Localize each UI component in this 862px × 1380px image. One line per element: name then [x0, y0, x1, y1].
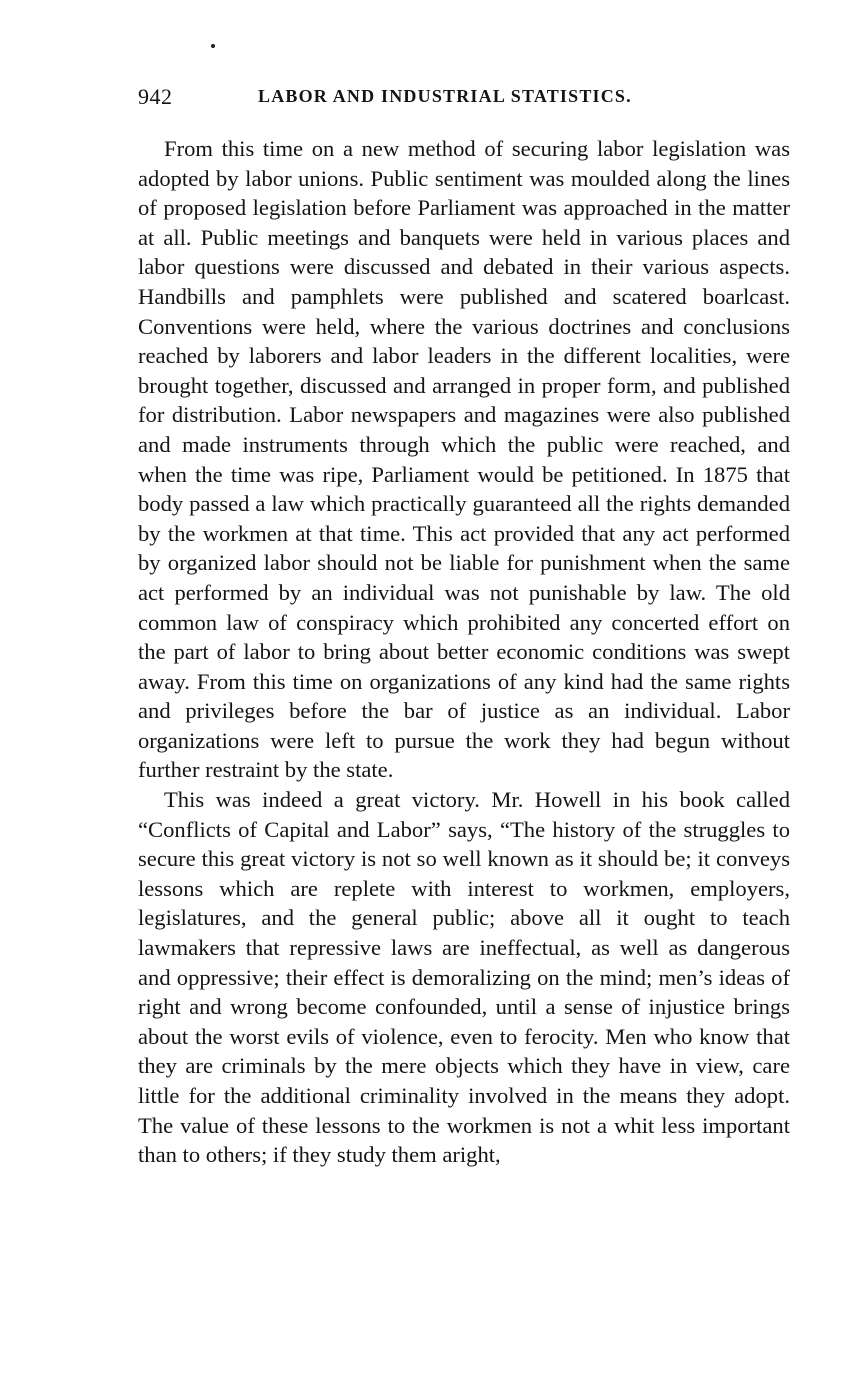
- ink-speck: [211, 44, 215, 48]
- body-text: [138, 134, 790, 1170]
- paragraph-1: From this time on a new method of securing labor legislation was adopted by labor unions. Public sentiment was moulded along the lines of proposed legislation before Parliament was approached in the matter at all. Public meetings and banquets were held in various places and labor questions were discussed and debated in their various aspects. Handbills and pamphlets were published and scatered boarlcast. Conventions were held, where the various doctrines and conclusions reached by laborers and labor leaders in the different localities, were brought together, discussed and arranged in proper form, and published for distribution. Labor newspapers and magazines were also published and made instruments through which the public were reached, and when the time was ripe, Parliament would be petitioned. In 1875 that body passed a law which practically guaranteed all the rights demanded by the workmen at that time. This act provided that any act performed by organized labor should not be liable for punishment when the same act performed by an individual was not punishable by law. The old common law of conspiracy which prohibited any concerted effort on the part of labor to bring about better economic conditions was swept away. From this time on organizations of any kind had the same rights and privileges before the bar of justice as an individual. Labor organizations were left to pursue the work they had begun without further restraint by the state.: [138, 136, 790, 783]
- page-header: [138, 84, 798, 114]
- paragraph-2: This was indeed a great victory. Mr. Howell in his book called “Conflicts of Capital and Labor” says, “The history of the struggles to secure this great victory is not so well known as it should be; it conveys lessons which are replete with interest to workmen, employers, legislatures, and the general public; above all it ought to teach lawmakers that repressive laws are ineffectual, as well as dangerous and oppressive; their effect is demoralizing on the mind; men’s ideas of right and wrong become confounded, until a sense of injustice brings about the worst evils of violence, even to ferocity. Men who know that they are criminals by the mere objects which they have in view, care little for the additional criminality involved in the means they adopt. The value of these lessons to the workmen is not a whit less important than to others; if they study them aright,: [138, 787, 790, 1168]
- running-title: LABOR AND INDUSTRIAL STATISTICS.: [258, 86, 632, 106]
- page-number: 942: [138, 84, 173, 109]
